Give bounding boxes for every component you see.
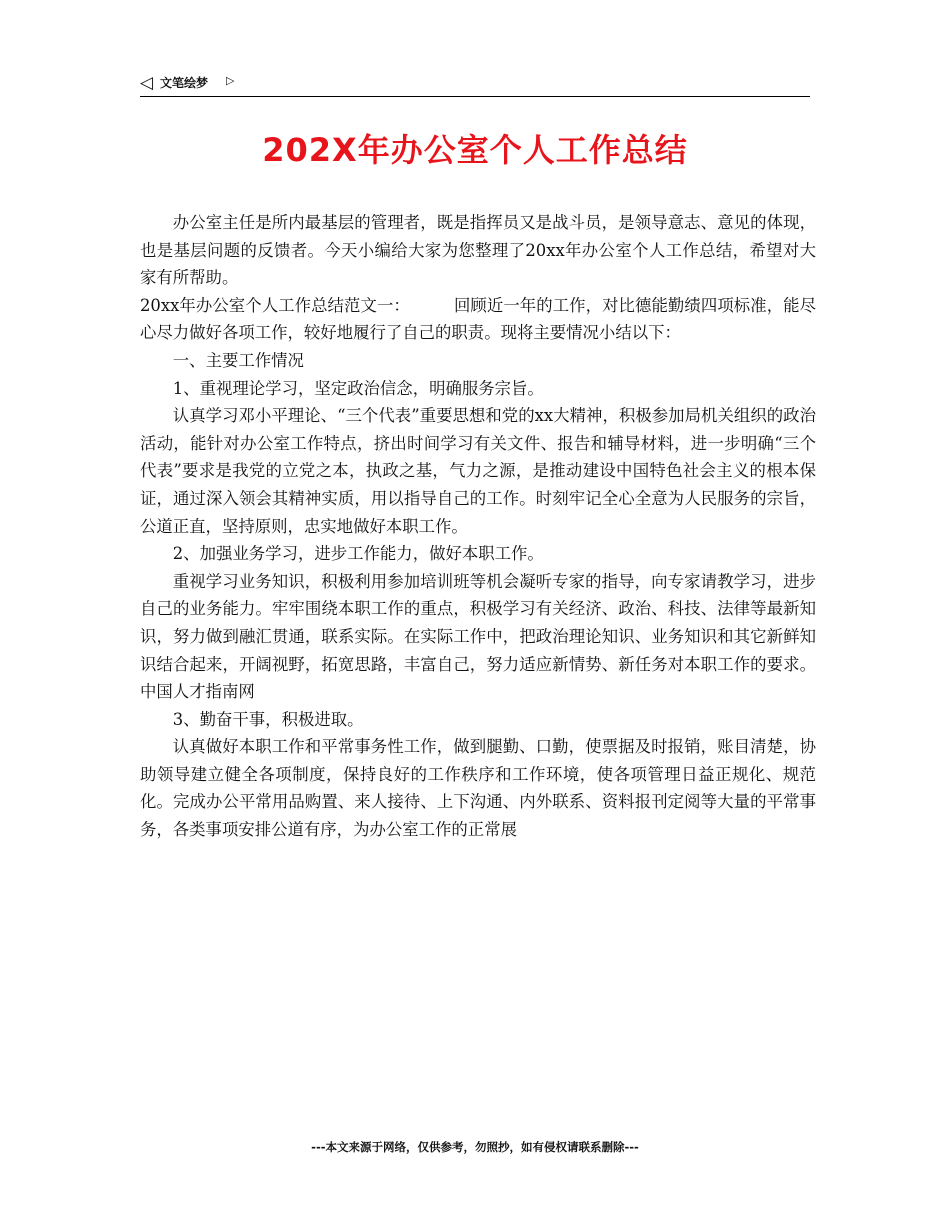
- item1-body: 认真学习邓小平理论、“三个代表”重要思想和党的xx大精神，积极参加局机关组织的政治活动，能针对办公室工作特点，挤出时间学习有关文件、报告和辅导材料，进一步明确“三个代表”要求是我党的立党之本，执政之基，气力之源，是推动建设中国特色社会主义的根本保证，通过深入领会其精神实质，用以指导自己的工作。时刻牢记全心全意为人民服务的宗旨，公道正直，坚持原则，忠实地做好本职工作。: [140, 406, 816, 536]
- document-body: [140, 209, 816, 844]
- intro-paragraph: 办公室主任是所内最基层的管理者，既是指挥员又是战斗员，是领导意志、意见的体现，也是基层问题的反馈者。今天小编给大家为您整理了20xx年办公室个人工作总结，希望对大家有所帮助。: [140, 213, 816, 288]
- document-title: 202X年办公室个人工作总结: [262, 131, 688, 169]
- item3-title: 3、勤奋干事，积极进取。: [172, 709, 364, 729]
- header-label: 文笔绘梦: [160, 76, 209, 90]
- sample-label: 20xx年办公室个人工作总结范文一：: [140, 295, 410, 315]
- item2-body: 重视学习业务知识，积极利用参加培训班等机会凝听专家的指导，向专家请教学习，进步自己的业务能力。牢牢围绕本职工作的重点，积极学习有关经济、政治、科技、法律等最新知识，努力做到融汇贯通，联系实际。在实际工作中，把政治理论知识、业务知识和其它新鲜知识结合起来，开阔视野，拓宽思路，丰富自己，努力适应新情势、新任务对本职工作的要求。中国人才指南网: [140, 571, 816, 702]
- page-header: [140, 72, 810, 97]
- section-heading: 一、主要工作情况: [172, 350, 304, 370]
- item1-title: 1、重视理论学习，坚定政治信念，明确服务宗旨。: [172, 378, 544, 398]
- right-triangle-icon: ▷: [226, 74, 235, 87]
- left-triangle-icon: ◁: [140, 73, 154, 93]
- sample-paragraph: [140, 292, 816, 347]
- footer-disclaimer: ---本文来源于网络，仅供参考，勿照抄，如有侵权请联系删除---: [311, 1140, 639, 1154]
- sample-text: 回顾近一年的工作，对比德能勤绩四项标准，能尽心尽力做好各项工作，较好地履行了自己的职责。现将主要情况小结以下：: [140, 295, 817, 343]
- item2-title: 2、加强业务学习，进步工作能力，做好本职工作。: [172, 544, 544, 564]
- item3-body: 认真做好本职工作和平常事务性工作，做到腿勤、口勤，使票据及时报销，账目清楚，协助领导建立健全各项制度，保持良好的工作秩序和工作环境，使各项管理日益正规化、规范化。完成办公平常用品购置、来人接待、上下沟通、内外联系、资料报刊定阅等大量的平常事务，各类事项安排公道有序，为办公室工作的正常展: [140, 737, 816, 840]
